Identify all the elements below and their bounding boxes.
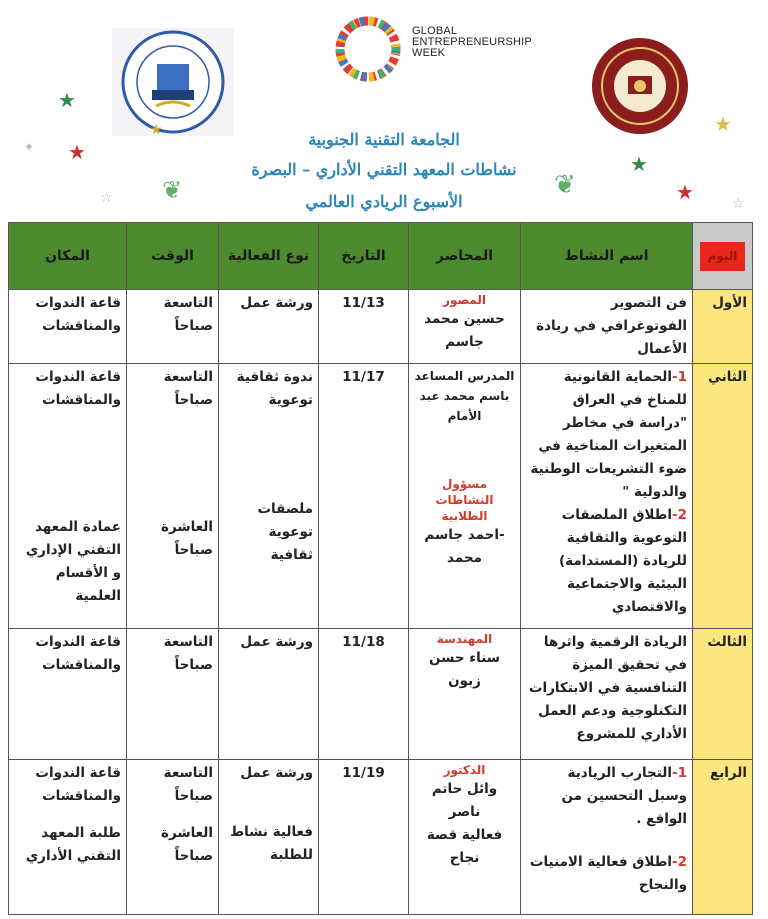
activity-number: 2- bbox=[671, 854, 687, 870]
day-cell: الرابع bbox=[693, 760, 753, 915]
type-cell: ورشة عمل bbox=[219, 290, 319, 364]
star-icon: ☆ bbox=[732, 196, 745, 212]
lecturer-title: الدكتور bbox=[443, 763, 486, 777]
institute-title: نشاطات المعهد التقني الأداري – البصرة bbox=[251, 160, 517, 179]
lecturer-name: وائل حاتم ناصر bbox=[431, 781, 498, 820]
header-place: المكان bbox=[9, 223, 127, 290]
place-cell bbox=[9, 760, 127, 915]
lecturer-cell bbox=[409, 290, 521, 364]
place-cell bbox=[9, 364, 127, 629]
date-cell: 11/17 bbox=[319, 364, 409, 629]
lecturer-title: المصور bbox=[443, 293, 486, 307]
day-cell: الثاني bbox=[693, 364, 753, 629]
date-cell: 11/13 bbox=[319, 290, 409, 364]
time-cell: التاسعة صباحاً bbox=[127, 629, 219, 760]
place-text: قاعة الندوات والمناقشات bbox=[35, 765, 121, 804]
star-icon: ★ bbox=[676, 180, 694, 204]
table-row bbox=[9, 760, 753, 915]
event-title: الأسبوع الريادي العالمي bbox=[305, 192, 463, 211]
lecturer-cell bbox=[409, 364, 521, 629]
date-cell: 11/19 bbox=[319, 760, 409, 915]
time-text: التاسعة صباحاً bbox=[163, 765, 213, 804]
lecturer-name: المدرس المساعد باسم محمد عبد الأمام bbox=[414, 369, 515, 423]
time-cell: التاسعة صباحاً bbox=[127, 290, 219, 364]
activity-text: اطلاق فعالية الامنيات والنجاح bbox=[529, 854, 687, 893]
time-text: العاشرة صباحاً bbox=[160, 825, 213, 864]
lecturer-activity: فعالية قصة نجاح bbox=[426, 827, 503, 866]
star-icon: ☆ bbox=[100, 190, 113, 206]
place-text: قاعة الندوات والمناقشات bbox=[35, 369, 121, 408]
type-cell: ورشة عمل bbox=[219, 629, 319, 760]
activity-text: اطلاق الملصقات التوعوية والثقافية للريادة (المستدامة) البيئية والاجتماعية والاقتصادي bbox=[558, 507, 687, 615]
sprout-icon: ❦ bbox=[554, 170, 576, 200]
star-icon: ★ bbox=[630, 152, 648, 176]
lecturer-name: حسين محمد جاسم bbox=[424, 311, 505, 350]
place-cell: قاعة الندوات والمناقشات bbox=[9, 290, 127, 364]
page-header bbox=[0, 0, 768, 222]
header-time: الوقت bbox=[127, 223, 219, 290]
lecturer-title: المهندسة bbox=[436, 632, 493, 646]
header-day-label: اليوم bbox=[700, 242, 746, 271]
time-text: العاشرة صباحاً bbox=[160, 519, 213, 558]
lecturer-title: مسؤول النشاطات الطلابية bbox=[435, 477, 494, 523]
place-text: عمادة المعهد التقني الإداري و الأقسام العلمية bbox=[25, 519, 121, 604]
activity-cell bbox=[521, 760, 693, 915]
activity-text: الحماية القانونية للمناخ في العراق "دراسة في مخاطر المتغيرات المناخية في ضوء التشريعات الوطنية والدولية " bbox=[530, 369, 687, 500]
header-activity: اسم النشاط bbox=[521, 223, 693, 290]
table-row bbox=[9, 629, 753, 760]
activity-cell: فن التصوير الفوتوغرافي في ريادة الأعمال bbox=[521, 290, 693, 364]
type-cell bbox=[219, 760, 319, 915]
university-seal-icon bbox=[590, 36, 690, 136]
institute-seal-icon bbox=[112, 28, 234, 136]
type-cell bbox=[219, 364, 319, 629]
activity-cell: الريادة الرقمية واثرها في تحقيق الميزة التنافسية في الابتكارات التكنلوجية ودعم العمل الأداري للمشروع bbox=[521, 629, 693, 760]
time-text: التاسعة صباحاً bbox=[163, 369, 213, 408]
sprout-icon: ❦ bbox=[162, 176, 183, 204]
header-date: التاريخ bbox=[319, 223, 409, 290]
header-type: نوع الفعالية bbox=[219, 223, 319, 290]
gew-line-1: GLOBAL bbox=[412, 25, 458, 37]
day-cell: الأول bbox=[693, 290, 753, 364]
table-header-row bbox=[9, 223, 753, 290]
table-row bbox=[9, 290, 753, 364]
star-icon: ★ bbox=[150, 122, 163, 138]
star-icon: ★ bbox=[714, 112, 732, 136]
table-row bbox=[9, 364, 753, 629]
day-cell: الثالث bbox=[693, 629, 753, 760]
lecturer-name: -احمد جاسم محمد bbox=[424, 527, 505, 566]
gew-logo-text bbox=[412, 26, 532, 59]
lecturer-cell bbox=[409, 760, 521, 915]
star-icon: ★ bbox=[58, 88, 76, 112]
place-cell: قاعة الندوات والمناقشات bbox=[9, 629, 127, 760]
star-icon: ✦ bbox=[24, 140, 35, 154]
star-icon: ★ bbox=[68, 140, 86, 164]
activity-number: 1- bbox=[671, 369, 687, 385]
lecturer-cell bbox=[409, 629, 521, 760]
university-title: الجامعة التقنية الجنوبية bbox=[308, 130, 460, 149]
type-text: فعالية نشاط للطلبة bbox=[230, 824, 313, 863]
gew-line-2: ENTREPRENEURSHIP bbox=[412, 36, 532, 48]
gew-line-3: WEEK bbox=[412, 47, 446, 59]
date-cell: 11/18 bbox=[319, 629, 409, 760]
type-text: ورشة عمل bbox=[240, 765, 313, 781]
type-text: ملصقات توعوية ثقافية bbox=[257, 501, 313, 563]
time-cell bbox=[127, 760, 219, 915]
header-lecturer: المحاضر bbox=[409, 223, 521, 290]
activity-cell bbox=[521, 364, 693, 629]
place-text: طلبة المعهد التقني الأداري bbox=[25, 825, 121, 864]
activity-number: 1- bbox=[671, 765, 687, 781]
activity-text: التجارب الريادية وسبل التحسين من الواقع . bbox=[561, 765, 687, 827]
activity-number: 2- bbox=[671, 507, 687, 523]
lecturer-name: سناء حسن زبون bbox=[428, 650, 501, 689]
schedule-table bbox=[8, 222, 753, 915]
type-text: ندوة ثقافية توعوية bbox=[236, 369, 313, 408]
header-day bbox=[693, 223, 753, 290]
time-cell bbox=[127, 364, 219, 629]
